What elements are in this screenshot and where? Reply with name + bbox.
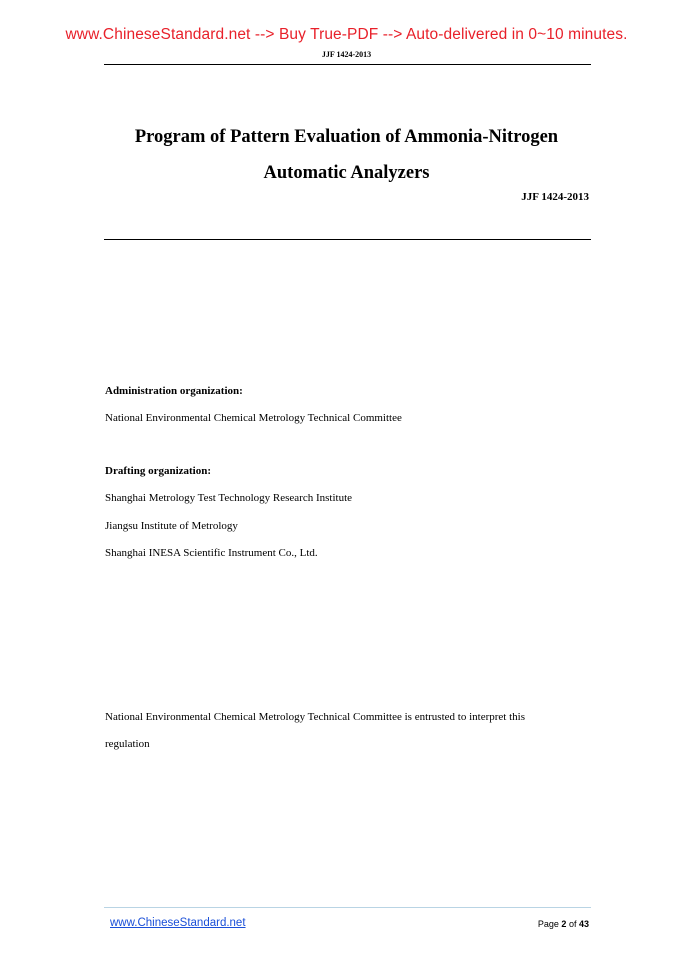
promo-banner[interactable]: www.ChineseStandard.net --> Buy True-PDF --> Auto-delivered in 0~10 minutes. bbox=[65, 26, 628, 43]
drafting-heading: Drafting organization: bbox=[105, 465, 212, 477]
footer-website-link[interactable]: www.ChineseStandard.net bbox=[110, 917, 246, 929]
document-code: JJF 1424-2013 bbox=[521, 191, 589, 203]
title-line-1: Program of Pattern Evaluation of Ammonia-Nitrogen bbox=[134, 127, 559, 147]
page-of: of bbox=[568, 919, 577, 929]
drafting-org-2: Jiangsu Institute of Metrology bbox=[105, 520, 238, 532]
title-rule bbox=[104, 239, 591, 240]
page-prefix: Page bbox=[537, 919, 559, 929]
administration-org: National Environmental Chemical Metrology Technical Committee bbox=[105, 412, 402, 424]
document-title bbox=[0, 119, 693, 191]
page-number bbox=[538, 919, 589, 929]
drafting-org-3: Shanghai INESA Scientific Instrument Co., Ltd. bbox=[105, 547, 318, 559]
header-rule bbox=[104, 64, 591, 65]
interpretation-line-1: National Environmental Chemical Metrology Technical Committee is entrusted to interpret this bbox=[105, 711, 525, 723]
interpretation-line-2: regulation bbox=[105, 738, 150, 750]
drafting-org-1: Shanghai Metrology Test Technology Research Institute bbox=[105, 492, 353, 504]
running-header-code: JJF 1424-2013 bbox=[321, 50, 372, 59]
footer-rule bbox=[104, 907, 591, 908]
administration-heading: Administration organization: bbox=[105, 385, 243, 397]
page-total: 43 bbox=[578, 919, 589, 929]
title-line-2: Automatic Analyzers bbox=[263, 163, 430, 183]
page-current: 2 bbox=[561, 919, 567, 929]
